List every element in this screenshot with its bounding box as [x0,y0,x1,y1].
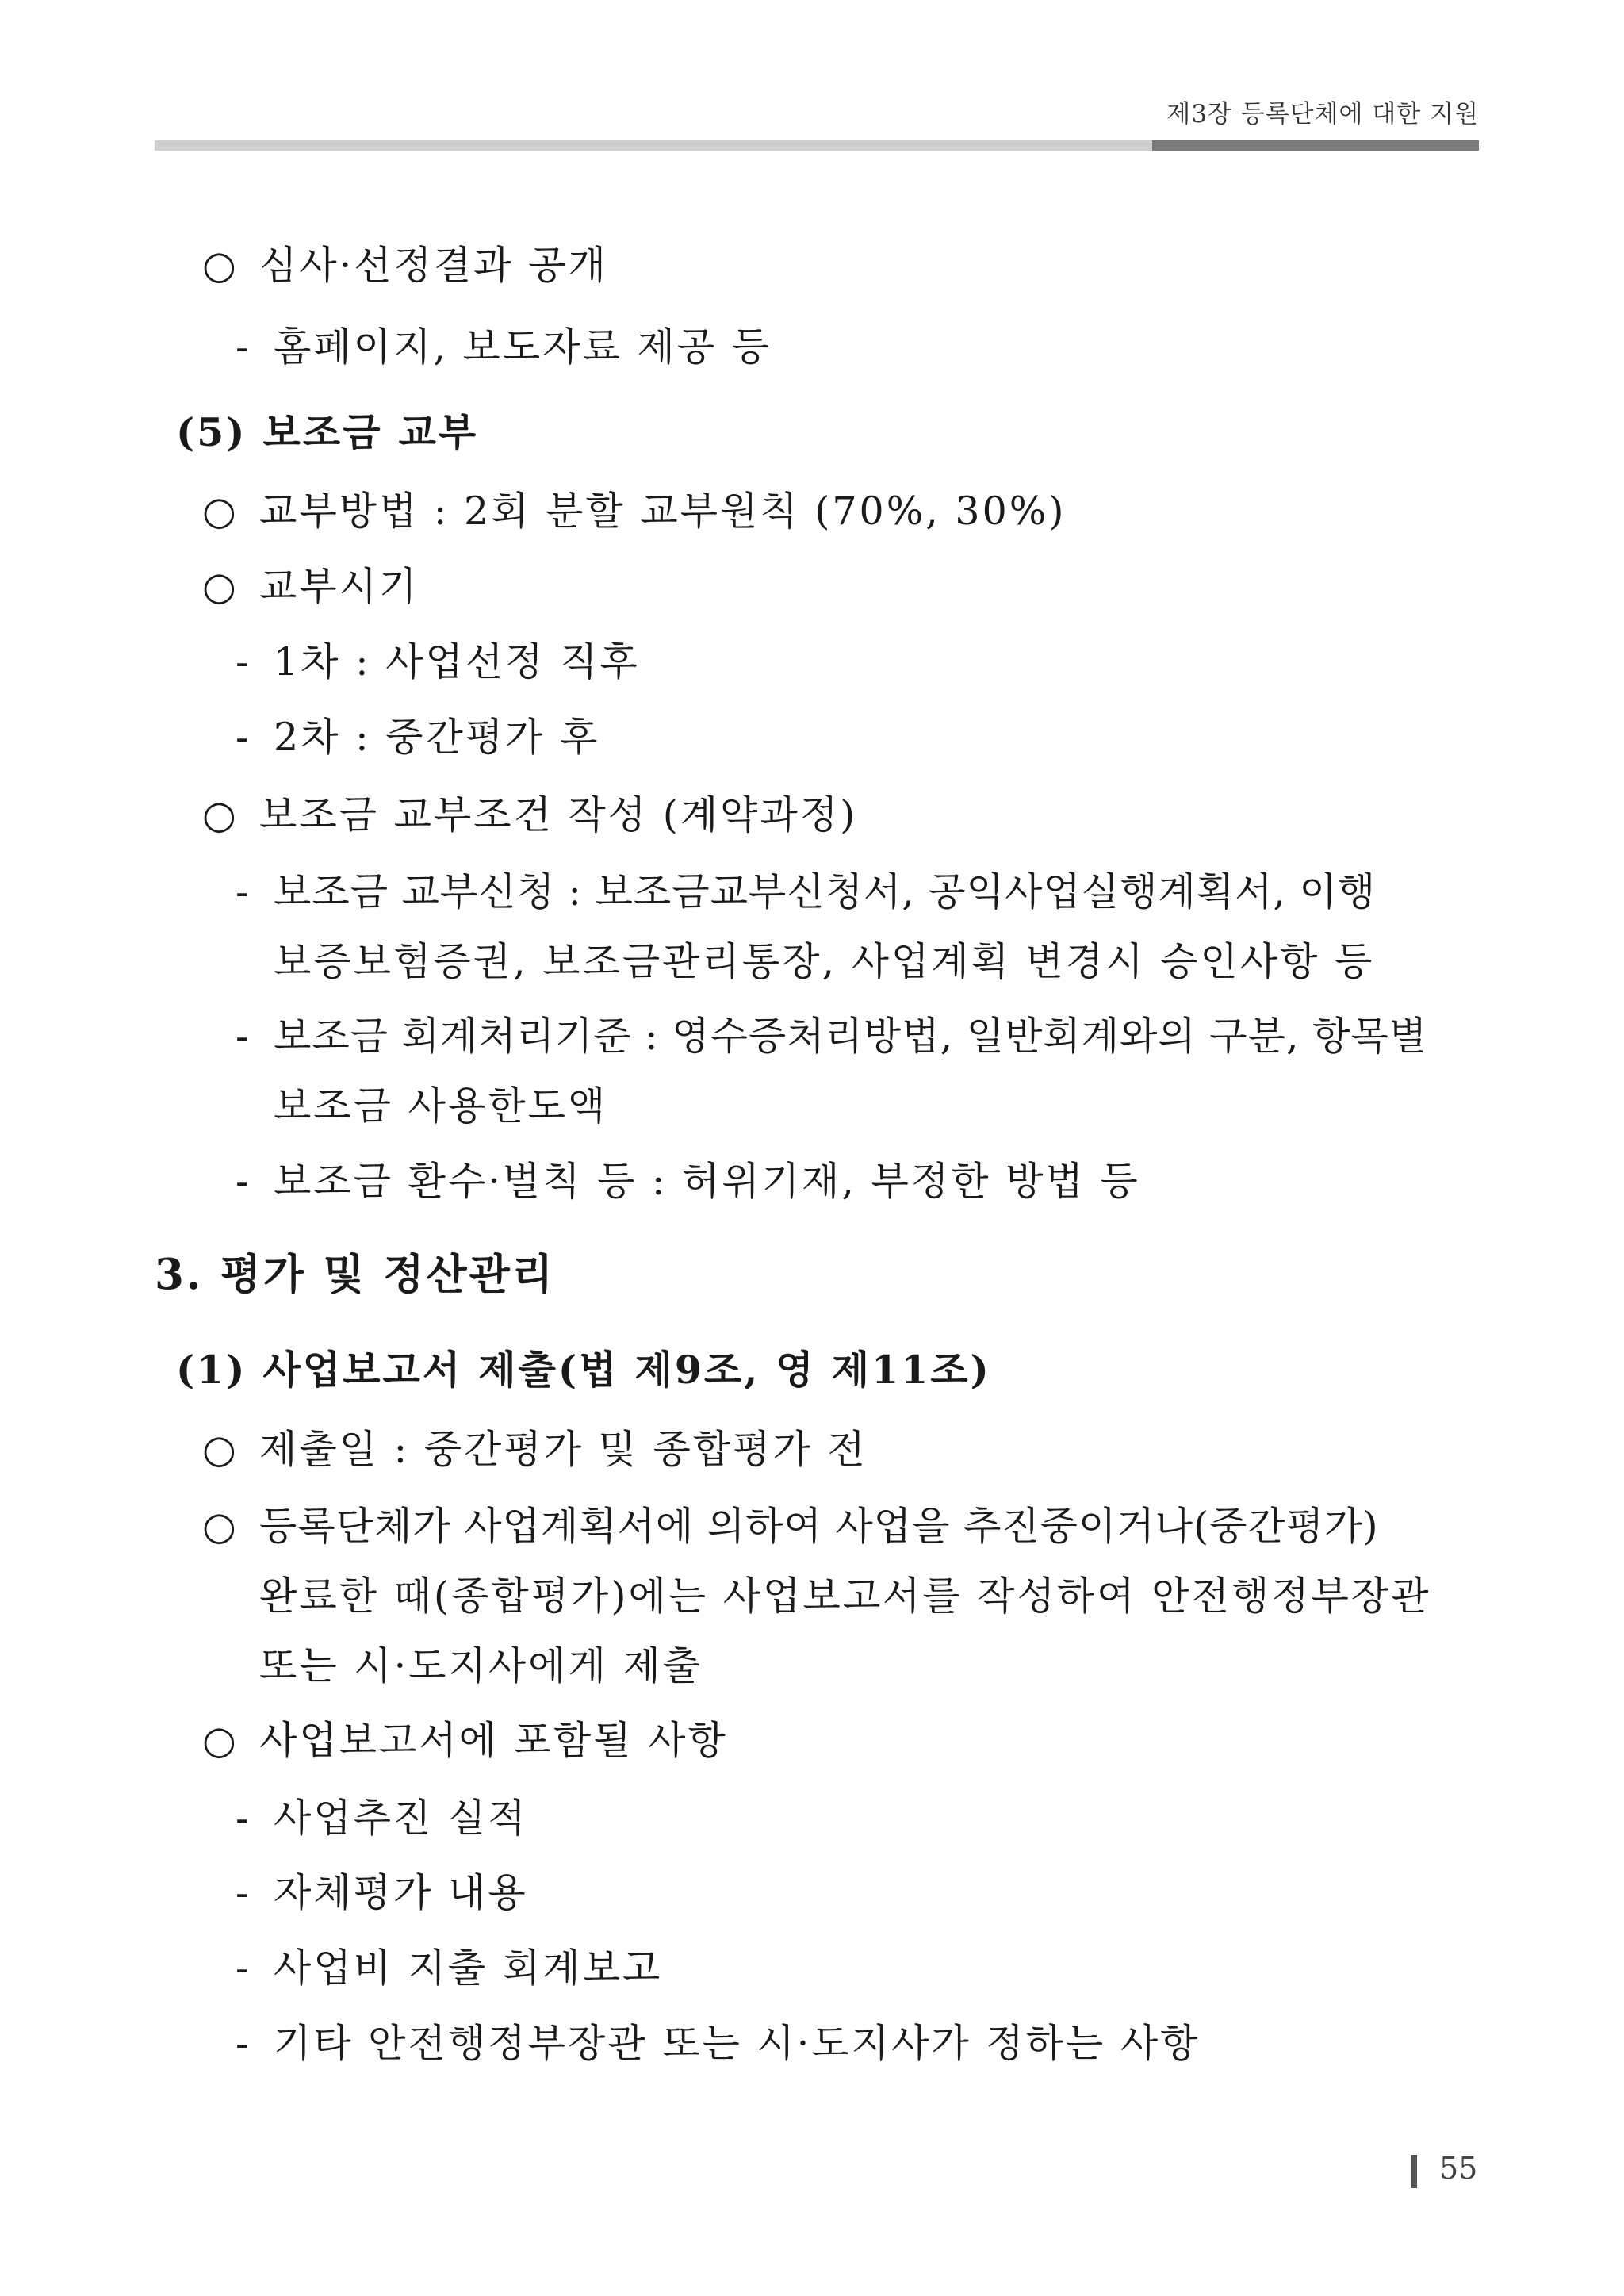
list-item-continuation: 보증보험증권, 보조금관리통장, 사업계획 변경시 승인사항 등 [274,939,1375,984]
dash-bullet: - [236,869,250,914]
dash-bullet: - [236,1796,251,1841]
list-item: - 1차 : 사업선정 직후 [236,639,640,684]
circle-bullet-icon: ○ [202,564,239,609]
subsection-heading: (1) 사업보고서 제출(법 제9조, 영 제11조) [176,1347,991,1393]
list-item: - 사업비 지출 회계보고 [236,1945,663,1991]
list-item: - 보조금 회계처리기준 : 영수증처리방법, 일반회계와의 구분, 항목별 [236,1014,1428,1059]
list-item: - 기타 안전행정부장관 또는 시·도지사가 정하는 사항 [236,2021,1201,2066]
list-item: ○ 사업보고서에 포함될 사항 [202,1718,728,1763]
list-item-continuation: 완료한 때(종합평가)에는 사업보고서를 작성하여 안전행정부장관 [259,1573,1431,1619]
dash-bullet: - [236,2021,251,2066]
dash-bullet: - [236,1945,251,1991]
list-item-continuation: 보조금 사용한도액 [274,1083,608,1129]
list-item-continuation: 또는 시·도지사에게 제출 [259,1643,703,1688]
circle-bullet-icon: ○ [202,243,239,288]
list-item: - 홈페이지, 보도자료 제공 등 [236,324,772,370]
list-item: - 보조금 환수·벌칙 등 : 허위기재, 부정한 방법 등 [236,1159,1140,1204]
list-item: ○ 교부방법 : 2회 분할 교부원칙 (70%, 30%) [202,489,1067,534]
circle-bullet-icon: ○ [202,1504,237,1549]
header-rule [155,140,1479,151]
dash-bullet: - [236,1870,251,1915]
header-rule-accent [1152,140,1479,151]
list-item: ○ 제출일 : 중간평가 및 종합평가 전 [202,1427,868,1472]
list-item: ○ 심사·선정결과 공개 [202,243,608,288]
subsection-heading: (5) 보조금 교부 [176,409,479,455]
list-item: ○ 등록단체가 사업계획서에 의하여 사업을 추진중이거나(중간평가) [202,1504,1379,1549]
list-item: ○ 교부시기 [202,564,419,609]
page-number: 55 [1439,2151,1478,2186]
list-item: - 자체평가 내용 [236,1870,528,1915]
page-number-bar [1411,2155,1417,2188]
list-item: ○ 보조금 교부조건 작성 (계약과정) [202,792,858,838]
list-item: - 사업추진 실적 [236,1796,528,1841]
dash-bullet: - [236,1014,250,1059]
section-heading: 3. 평가 및 정산관리 [155,1250,556,1299]
circle-bullet-icon: ○ [202,1427,239,1472]
dash-bullet: - [236,715,251,760]
dash-bullet: - [236,324,251,370]
chapter-title: 제3장 등록단체에 대한 지원 [1166,100,1479,128]
list-item: - 보조금 교부신청 : 보조금교부신청서, 공익사업실행계획서, 이행 [236,869,1377,914]
circle-bullet-icon: ○ [202,1718,239,1763]
circle-bullet-icon: ○ [202,489,239,534]
dash-bullet: - [236,639,251,684]
circle-bullet-icon: ○ [202,792,239,838]
list-item: - 2차 : 중간평가 후 [236,715,600,760]
dash-bullet: - [236,1159,251,1204]
